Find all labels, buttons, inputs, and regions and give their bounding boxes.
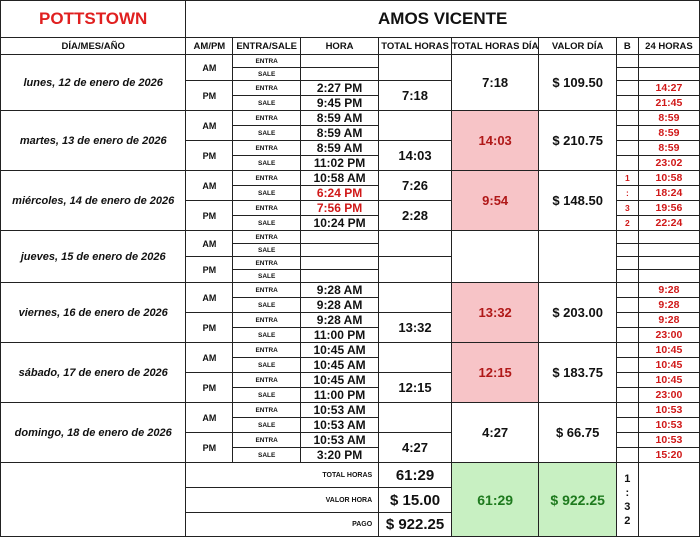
day-total-hours: 9:54 bbox=[451, 171, 539, 231]
pm-total-hours: 14:03 bbox=[379, 141, 452, 171]
am-total-hours bbox=[379, 111, 452, 141]
summary-row bbox=[1, 463, 700, 488]
day-value: $ 210.75 bbox=[539, 111, 616, 171]
time-cell: 9:45 PM bbox=[300, 96, 378, 111]
entry-label: ENTRA bbox=[233, 171, 301, 186]
h24-cell: 23:00 bbox=[638, 388, 699, 403]
day-total-hours: 12:15 bbox=[451, 343, 539, 403]
h24-cell: 9:28 bbox=[638, 313, 699, 328]
exit-label: SALE bbox=[233, 298, 301, 313]
exit-label: SALE bbox=[233, 448, 301, 463]
am-label: AM bbox=[186, 55, 233, 81]
h24-cell: 10:58 bbox=[638, 171, 699, 186]
entry-label: ENTRA bbox=[233, 313, 301, 328]
b-cell bbox=[616, 96, 638, 111]
h24-cell: 8:59 bbox=[638, 111, 699, 126]
pm-total-hours: 4:27 bbox=[379, 433, 452, 463]
header-b: B bbox=[616, 38, 638, 55]
am-total-hours: 7:26 bbox=[379, 171, 452, 201]
am-label: AM bbox=[186, 343, 233, 373]
exit-label: SALE bbox=[233, 270, 301, 283]
time-cell: 10:53 AM bbox=[300, 418, 378, 433]
exit-label: SALE bbox=[233, 388, 301, 403]
table-row bbox=[1, 403, 700, 418]
b-cell bbox=[616, 231, 638, 244]
b-cell bbox=[616, 270, 638, 283]
h24-cell: 10:45 bbox=[638, 343, 699, 358]
table-row bbox=[1, 343, 700, 358]
exit-label: SALE bbox=[233, 358, 301, 373]
pm-label: PM bbox=[186, 201, 233, 231]
h24-cell bbox=[638, 270, 699, 283]
day-date: sábado, 17 de enero de 2026 bbox=[1, 343, 186, 403]
time-cell: 11:00 PM bbox=[300, 388, 378, 403]
time-cell: 2:27 PM bbox=[300, 81, 378, 96]
day-total-hours bbox=[451, 231, 539, 283]
time-cell: 10:53 AM bbox=[300, 403, 378, 418]
b-cell bbox=[616, 68, 638, 81]
b-cell: 1 bbox=[616, 171, 638, 186]
h24-cell bbox=[638, 244, 699, 257]
time-cell bbox=[300, 231, 378, 244]
am-total-hours bbox=[379, 231, 452, 257]
pm-label: PM bbox=[186, 313, 233, 343]
summary-value: 61:29 bbox=[379, 463, 452, 488]
b-cell bbox=[616, 358, 638, 373]
day-value: $ 148.50 bbox=[539, 171, 616, 231]
day-value: $ 203.00 bbox=[539, 283, 616, 343]
time-cell: 10:58 AM bbox=[300, 171, 378, 186]
time-cell: 10:45 AM bbox=[300, 358, 378, 373]
h24-cell: 9:28 bbox=[638, 283, 699, 298]
h24-cell: 19:56 bbox=[638, 201, 699, 216]
b-cell bbox=[616, 141, 638, 156]
h24-cell: 23:00 bbox=[638, 328, 699, 343]
pm-total-hours: 13:32 bbox=[379, 313, 452, 343]
header-total-day: TOTAL HORAS DÍA bbox=[451, 38, 539, 55]
pm-label: PM bbox=[186, 141, 233, 171]
time-cell bbox=[300, 244, 378, 257]
h24-cell: 8:59 bbox=[638, 141, 699, 156]
entry-label: ENTRA bbox=[233, 141, 301, 156]
b-cell: 2 bbox=[616, 216, 638, 231]
h24-cell: 10:53 bbox=[638, 418, 699, 433]
time-cell bbox=[300, 257, 378, 270]
h24-cell: 18:24 bbox=[638, 186, 699, 201]
h24-cell: 10:53 bbox=[638, 433, 699, 448]
time-cell: 9:28 AM bbox=[300, 283, 378, 298]
day-total-hours: 4:27 bbox=[451, 403, 539, 463]
pm-total-hours bbox=[379, 257, 452, 283]
summary-label: VALOR HORA bbox=[186, 488, 379, 513]
am-label: AM bbox=[186, 171, 233, 201]
time-cell: 6:24 PM bbox=[300, 186, 378, 201]
summary-label: TOTAL HORAS bbox=[186, 463, 379, 488]
am-total-hours bbox=[379, 403, 452, 433]
b-cell bbox=[616, 244, 638, 257]
exit-label: SALE bbox=[233, 126, 301, 141]
h24-cell: 15:20 bbox=[638, 448, 699, 463]
summary-b-char: 1 bbox=[624, 472, 631, 485]
h24-cell: 9:28 bbox=[638, 298, 699, 313]
h24-cell: 10:53 bbox=[638, 403, 699, 418]
summary-blank bbox=[1, 463, 186, 537]
exit-label: SALE bbox=[233, 244, 301, 257]
employee-name: AMOS VICENTE bbox=[186, 1, 700, 38]
h24-cell: 10:45 bbox=[638, 358, 699, 373]
day-date: miércoles, 14 de enero de 2026 bbox=[1, 171, 186, 231]
day-date: jueves, 15 de enero de 2026 bbox=[1, 231, 186, 283]
time-cell: 7:56 PM bbox=[300, 201, 378, 216]
day-value: $ 109.50 bbox=[539, 55, 616, 111]
time-cell bbox=[300, 270, 378, 283]
time-cell: 10:24 PM bbox=[300, 216, 378, 231]
exit-label: SALE bbox=[233, 216, 301, 231]
time-cell bbox=[300, 55, 378, 68]
day-total-hours: 14:03 bbox=[451, 111, 539, 171]
pm-label: PM bbox=[186, 433, 233, 463]
b-cell bbox=[616, 418, 638, 433]
time-cell bbox=[300, 68, 378, 81]
header-24h: 24 HORAS bbox=[638, 38, 699, 55]
summary-b bbox=[616, 463, 638, 537]
b-cell bbox=[616, 343, 638, 358]
b-cell bbox=[616, 283, 638, 298]
entry-label: ENTRA bbox=[233, 283, 301, 298]
summary-label: PAGO bbox=[186, 513, 379, 537]
table-row bbox=[1, 55, 700, 68]
exit-label: SALE bbox=[233, 96, 301, 111]
b-cell: : bbox=[616, 186, 638, 201]
am-label: AM bbox=[186, 403, 233, 433]
summary-24h-blank bbox=[638, 463, 699, 537]
b-cell bbox=[616, 388, 638, 403]
time-cell: 9:28 AM bbox=[300, 298, 378, 313]
b-cell: 3 bbox=[616, 201, 638, 216]
exit-label: SALE bbox=[233, 418, 301, 433]
b-cell bbox=[616, 257, 638, 270]
h24-cell: 22:24 bbox=[638, 216, 699, 231]
time-cell: 11:00 PM bbox=[300, 328, 378, 343]
am-total-hours bbox=[379, 343, 452, 373]
summary-b-char: : bbox=[625, 486, 630, 499]
h24-cell bbox=[638, 257, 699, 270]
pm-label: PM bbox=[186, 257, 233, 283]
entry-label: ENTRA bbox=[233, 257, 301, 270]
location-title: POTTSTOWN bbox=[1, 1, 186, 38]
b-cell bbox=[616, 298, 638, 313]
entry-label: ENTRA bbox=[233, 231, 301, 244]
summary-total-hours: 61:29 bbox=[451, 463, 539, 537]
pm-total-hours: 7:18 bbox=[379, 81, 452, 111]
day-total-hours: 13:32 bbox=[451, 283, 539, 343]
header-value-day: VALOR DÍA bbox=[539, 38, 616, 55]
day-date: martes, 13 de enero de 2026 bbox=[1, 111, 186, 171]
header-date: DÍA/MES/AÑO bbox=[1, 38, 186, 55]
time-cell: 11:02 PM bbox=[300, 156, 378, 171]
time-cell: 3:20 PM bbox=[300, 448, 378, 463]
header-entry-exit: ENTRA/SALE bbox=[233, 38, 301, 55]
b-cell bbox=[616, 403, 638, 418]
summary-value: $ 15.00 bbox=[379, 488, 452, 513]
pm-total-hours: 12:15 bbox=[379, 373, 452, 403]
entry-label: ENTRA bbox=[233, 343, 301, 358]
entry-label: ENTRA bbox=[233, 201, 301, 216]
day-value bbox=[539, 231, 616, 283]
summary-b-char: 2 bbox=[624, 514, 631, 527]
b-cell bbox=[616, 55, 638, 68]
time-cell: 8:59 AM bbox=[300, 111, 378, 126]
day-date: viernes, 16 de enero de 2026 bbox=[1, 283, 186, 343]
b-cell bbox=[616, 111, 638, 126]
am-label: AM bbox=[186, 231, 233, 257]
exit-label: SALE bbox=[233, 68, 301, 81]
b-cell bbox=[616, 448, 638, 463]
summary-b-char: 3 bbox=[624, 500, 631, 513]
time-cell: 10:45 AM bbox=[300, 343, 378, 358]
summary-total-value: $ 922.25 bbox=[539, 463, 616, 537]
entry-label: ENTRA bbox=[233, 403, 301, 418]
day-date: lunes, 12 de enero de 2026 bbox=[1, 55, 186, 111]
entry-label: ENTRA bbox=[233, 373, 301, 388]
time-cell: 10:53 AM bbox=[300, 433, 378, 448]
h24-cell bbox=[638, 55, 699, 68]
b-cell bbox=[616, 313, 638, 328]
day-value: $ 183.75 bbox=[539, 343, 616, 403]
entry-label: ENTRA bbox=[233, 55, 301, 68]
entry-label: ENTRA bbox=[233, 81, 301, 96]
b-cell bbox=[616, 373, 638, 388]
pm-label: PM bbox=[186, 373, 233, 403]
day-date: domingo, 18 de enero de 2026 bbox=[1, 403, 186, 463]
time-cell: 8:59 AM bbox=[300, 141, 378, 156]
h24-cell: 14:27 bbox=[638, 81, 699, 96]
am-label: AM bbox=[186, 283, 233, 313]
h24-cell bbox=[638, 231, 699, 244]
header-total-hours: TOTAL HORAS bbox=[379, 38, 452, 55]
am-label: AM bbox=[186, 111, 233, 141]
table-row bbox=[1, 171, 700, 186]
header-ampm: AM/PM bbox=[186, 38, 233, 55]
day-value: $ 66.75 bbox=[539, 403, 616, 463]
exit-label: SALE bbox=[233, 156, 301, 171]
day-total-hours: 7:18 bbox=[451, 55, 539, 111]
exit-label: SALE bbox=[233, 186, 301, 201]
time-cell: 10:45 AM bbox=[300, 373, 378, 388]
am-total-hours bbox=[379, 283, 452, 313]
pm-label: PM bbox=[186, 81, 233, 111]
b-cell bbox=[616, 156, 638, 171]
time-cell: 9:28 AM bbox=[300, 313, 378, 328]
entry-label: ENTRA bbox=[233, 111, 301, 126]
am-total-hours bbox=[379, 55, 452, 81]
h24-cell: 23:02 bbox=[638, 156, 699, 171]
summary-value: $ 922.25 bbox=[379, 513, 452, 537]
header-time: HORA bbox=[300, 38, 378, 55]
time-cell: 8:59 AM bbox=[300, 126, 378, 141]
table-row bbox=[1, 283, 700, 298]
table-row bbox=[1, 111, 700, 126]
pm-total-hours: 2:28 bbox=[379, 201, 452, 231]
b-cell bbox=[616, 433, 638, 448]
b-cell bbox=[616, 126, 638, 141]
h24-cell bbox=[638, 68, 699, 81]
table-row bbox=[1, 231, 700, 244]
exit-label: SALE bbox=[233, 328, 301, 343]
h24-cell: 8:59 bbox=[638, 126, 699, 141]
b-cell bbox=[616, 328, 638, 343]
entry-label: ENTRA bbox=[233, 433, 301, 448]
h24-cell: 10:45 bbox=[638, 373, 699, 388]
h24-cell: 21:45 bbox=[638, 96, 699, 111]
b-cell bbox=[616, 81, 638, 96]
